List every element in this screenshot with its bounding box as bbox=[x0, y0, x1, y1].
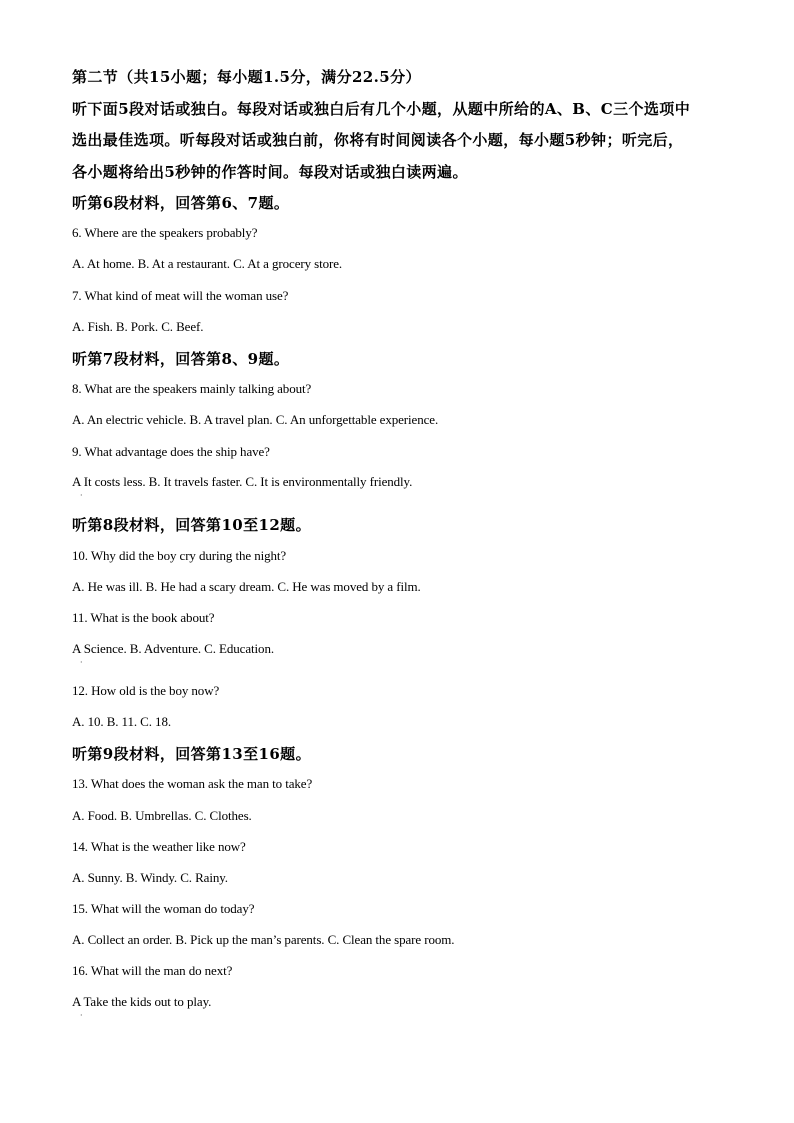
section-title: 第二节（共15小题；每小题1.5分，满分22.5分） bbox=[72, 68, 421, 86]
decorative-dot: · bbox=[80, 1011, 83, 1020]
group-heading-8: 听第8段材料，回答第10至12题。 bbox=[72, 516, 311, 534]
instructions-line-1: 听下面5段对话或独白。每段对话或独白后有几个小题，从题中所给的A、B、C三个选项中 bbox=[72, 100, 691, 118]
options-11: A Science. B. Adventure. C. Education. bbox=[72, 641, 274, 656]
question-6: 6. Where are the speakers probably? bbox=[72, 225, 258, 240]
group-heading-7: 听第7段材料，回答第8、9题。 bbox=[72, 350, 290, 368]
options-6: A. At home. B. At a restaurant. C. At a grocery store. bbox=[72, 256, 343, 271]
decorative-dot: · bbox=[80, 658, 83, 667]
question-7: 7. What kind of meat will the woman use? bbox=[72, 288, 289, 303]
options-10: A. He was ill. B. He had a scary dream. C. He was moved by a film. bbox=[72, 579, 421, 594]
options-13: A. Food. B. Umbrellas. C. Clothes. bbox=[72, 808, 252, 823]
question-13: 13. What does the woman ask the man to take? bbox=[72, 776, 313, 791]
question-14: 14. What is the weather like now? bbox=[72, 839, 246, 854]
options-8: A. An electric vehicle. B. A travel plan. C. An unforgettable experience. bbox=[72, 412, 439, 427]
instructions-line-2: 选出最佳选项。听每段对话或独白前，你将有时间阅读各个小题，每小题5秒钟；听完后， bbox=[72, 131, 684, 149]
question-10: 10. Why did the boy cry during the night? bbox=[72, 548, 287, 563]
instructions-line-3: 各小题将给出5秒钟的作答时间。每段对话或独白读两遍。 bbox=[72, 163, 468, 181]
decorative-dot: · bbox=[80, 491, 83, 500]
options-15: A. Collect an order. B. Pick up the man’s parents. C. Clean the spare room. bbox=[72, 932, 455, 947]
question-9: 9. What advantage does the ship have? bbox=[72, 444, 270, 459]
options-9: A It costs less. B. It travels faster. C. It is environmentally friendly. bbox=[72, 474, 413, 489]
group-heading-6: 听第6段材料，回答第6、7题。 bbox=[72, 194, 290, 212]
group-heading-9: 听第9段材料，回答第13至16题。 bbox=[72, 745, 311, 763]
question-16: 16. What will the man do next? bbox=[72, 963, 233, 978]
options-12: A. 10. B. 11. C. 18. bbox=[72, 714, 171, 729]
question-8: 8. What are the speakers mainly talking about? bbox=[72, 381, 312, 396]
question-12: 12. How old is the boy now? bbox=[72, 683, 220, 698]
options-7: A. Fish. B. Pork. C. Beef. bbox=[72, 319, 204, 334]
question-11: 11. What is the book about? bbox=[72, 610, 215, 625]
question-15: 15. What will the woman do today? bbox=[72, 901, 255, 916]
options-16: A Take the kids out to play. bbox=[72, 994, 212, 1009]
options-14: A. Sunny. B. Windy. C. Rainy. bbox=[72, 870, 228, 885]
